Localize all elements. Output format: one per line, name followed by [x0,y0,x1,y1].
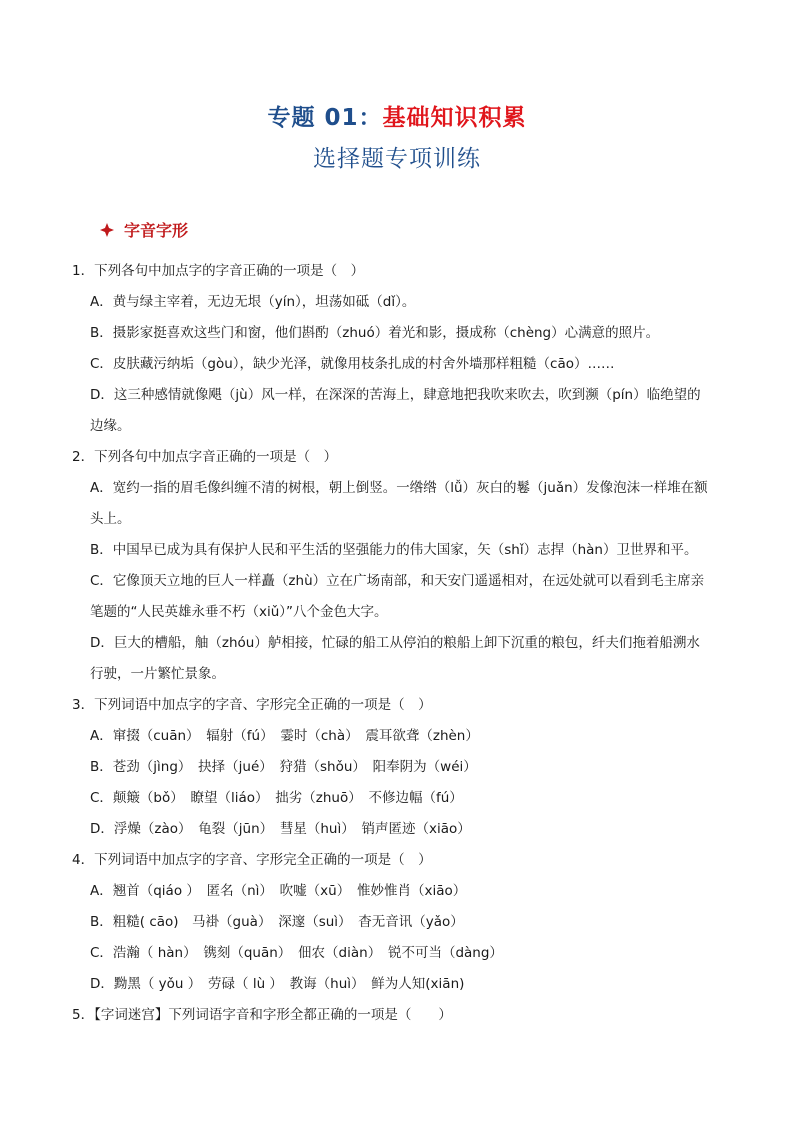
section-heading-label: 字音字形 [124,221,189,240]
option-d: D．这三种感情就像飓（jù）风一样，在深深的苦海上，肆意地把我吹来吹去，吹到濒（pín）临绝望的 [90,387,701,403]
option-b: B．中国早已成为具有保护人民和平生活的坚强能力的伟大国家，矢（shǐ）志捍（hàn）卫世界和平。 [90,542,698,558]
option-c: C．浩瀚（ hàn） 镌刻（quān） 佃农（diàn） 锐不可当（dàng） [90,945,503,961]
option-b: B．粗糙( cāo) 马褂（guà） 深邃（suì） 杳无音讯（yǎo） [90,914,464,930]
option-c: C．皮肤藏污纳垢（gòu），缺少光泽，就像用枝条扎成的村舍外墙那样粗糙（cāo）…… [90,356,615,372]
option-d-continuation: 行驶，一片繁忙景象。 [90,666,225,682]
option-b: B．苍劲（jìng） 抉择（jué） 狩猎（shǒu） 阳奉阴为（wéi） [90,759,477,775]
question-5 [70,1000,730,1031]
option-d: D．黝黑（ yǒu ） 劳碌（ lù ） 教诲（huì） 鲜为人知(xiān) [90,976,465,992]
title-prefix: 专题 01： [267,105,383,131]
question-2 [70,442,730,690]
option-d: D．巨大的槽船，舳（zhóu）舻相接，忙碌的船工从停泊的粮船上卸下沉重的粮包，纤夫们拖着船溯水 [90,635,700,651]
option-a: A．窜掇（cuān） 辐射（fú） 霎时（chà） 震耳欲聋（zhèn） [90,728,479,744]
question-stem: 1．下列各句中加点字的字音正确的一项是（ ） [72,263,365,279]
question-1 [70,256,730,442]
option-c: C．颠簸（bǒ） 瞭望（liáo） 拙劣（zhuō） 不修边幅（fú） [90,790,463,806]
question-stem: 3．下列词语中加点字的字音、字形完全正确的一项是（ ） [72,697,432,713]
question-list [70,256,730,1031]
question-stem: 4．下列词语中加点字的字音、字形完全正确的一项是（ ） [72,852,432,868]
question-stem: 5．【字词迷宫】下列词语字音和字形全都正确的一项是（ ） [72,1007,452,1023]
page-title [0,100,794,136]
title-block [0,100,794,176]
option-a: A．翘首（qiáo ） 匿名（nì） 吹嘘（xū） 惟妙惟肖（xiāo） [90,883,467,899]
option-d: D．浮燥（zào） 龟裂（jūn） 彗星（huì） 销声匿迹（xiāo） [90,821,471,837]
question-4 [70,845,730,1000]
question-stem: 2．下列各句中加点字音正确的一项是（ ） [72,449,338,465]
option-b: B．摄影家挺喜欢这些门和窗，他们斟酌（zhuó）着光和影，摄成称（chèng）心满意的照片。 [90,325,660,341]
option-a-continuation: 头上。 [90,511,131,527]
option-d-continuation: 边缘。 [90,418,131,434]
option-a: A．黄与绿主宰着，无边无垠（yín），坦荡如砥（dǐ）。 [90,294,416,310]
option-c-continuation: 笔题的“人民英雄永垂不朽（xiǔ）”八个金色大字。 [90,604,388,620]
title-main: 基础知识积累 [382,105,527,131]
diamond-bullet-icon [100,221,114,235]
question-3 [70,690,730,845]
section-heading [100,220,188,242]
option-c: C．它像顶天立地的巨人一样矗（zhù）立在广场南部，和天安门遥遥相对，在远处就可以看到毛主席亲 [90,573,705,589]
page-subtitle: 选择题专项训练 [313,146,481,172]
option-a: A．宽约一指的眉毛像纠缠不清的树根，朝上倒竖。一绺绺（lǚ）灰白的鬈（juǎn）发像泡沫一样堆在额 [90,480,708,496]
